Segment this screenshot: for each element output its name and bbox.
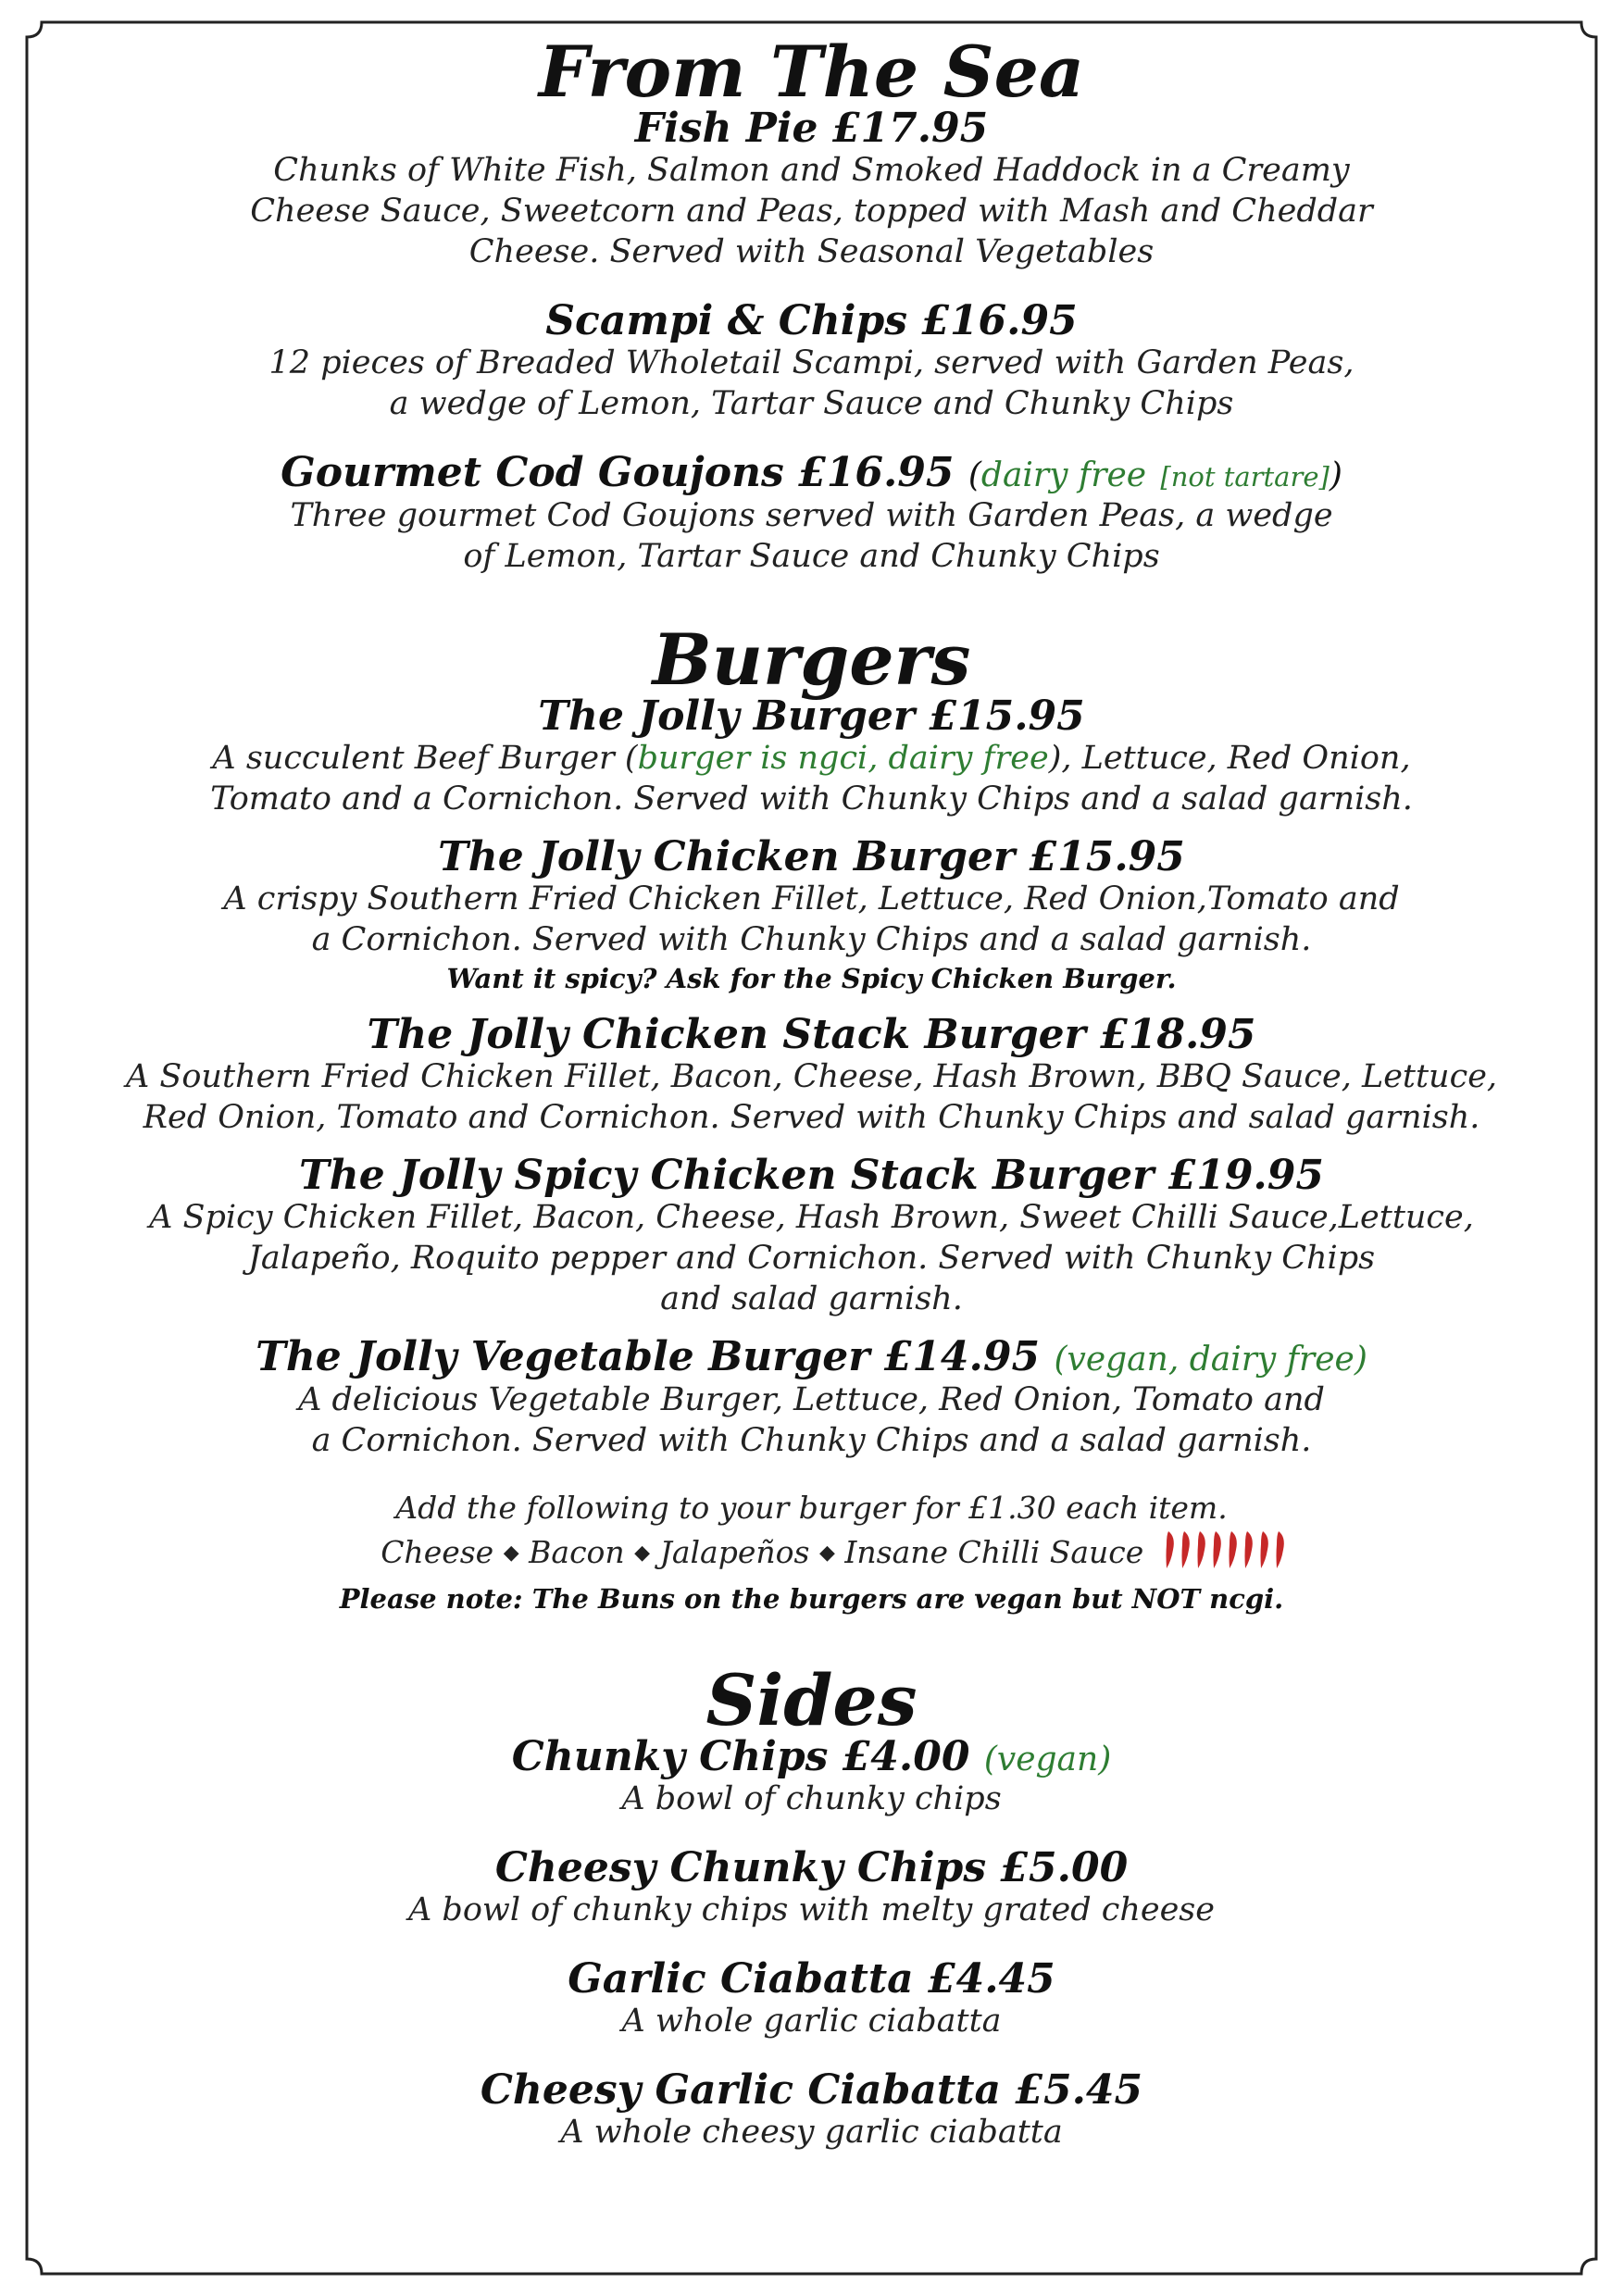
menu-page [56, 31, 1567, 2152]
item-name: Scampi & Chips £16.95 [545, 297, 1078, 345]
item-desc-line: and salad garnish. [660, 1280, 963, 1318]
menu-item-cheesy-garlic-ciabatta [56, 2066, 1567, 2152]
chilli-icon [1166, 1531, 1173, 1568]
item-desc-line: Three gourmet Cod Goujons served with Garden Peas, a wedge [290, 496, 1333, 534]
diet-close: ) [1329, 456, 1342, 495]
item-desc-line: A whole garlic ciabatta [621, 2003, 1002, 2040]
item-name: Garlic Ciabatta £4.45 [568, 1954, 1055, 2003]
item-name: Fish Pie £17.95 [634, 105, 989, 152]
item-name-row [56, 449, 1567, 497]
menu-item-chunky-chips [56, 1732, 1567, 1819]
diet-open: ( [968, 456, 981, 495]
addon-cheese: Cheese [381, 1533, 494, 1570]
addons-options [56, 1528, 1567, 1573]
menu-item-scampi [56, 297, 1567, 424]
diet-note: [not tartare] [1160, 461, 1330, 493]
menu-item-spicy-stack-burger [56, 1154, 1567, 1319]
diamond-separator-icon: ◆ [634, 1541, 651, 1565]
item-desc-line: Chunks of White Fish, Salmon and Smoked Haddock in a Creamy [273, 152, 1350, 190]
item-desc-line: A Spicy Chicken Fillet, Bacon, Cheese, Hash Brown, Sweet Chilli Sauce,Lettuce, [149, 1199, 1474, 1237]
item-desc-line: A whole cheesy garlic ciabatta [560, 2114, 1063, 2152]
menu-item-fish-pie [56, 107, 1567, 272]
item-desc-line: A Southern Fried Chicken Fillet, Bacon, Cheese, Hash Brown, BBQ Sauce, Lettuce, [125, 1058, 1498, 1096]
menu-item-cod-goujons [56, 449, 1567, 576]
item-desc-line: A succulent Beef Burger (burger is ngci, dairy free), Lettuce, Red Onion, [212, 739, 1411, 777]
item-desc-line: a Cornichon. Served with Chunky Chips and a salad garnish. [311, 1421, 1312, 1459]
chilli-icon [1244, 1531, 1252, 1568]
section-title-burgers: Burgers [652, 618, 971, 701]
chilli-icon [1197, 1531, 1205, 1568]
item-desc-line: Jalapeño, Roquito pepper and Cornichon. Served with Chunky Chips [247, 1240, 1376, 1278]
chilli-icons [1159, 1528, 1298, 1570]
item-desc-line: 12 pieces of Breaded Wholetail Scampi, served with Garden Peas, [268, 344, 1355, 382]
chilli-icon [1181, 1531, 1189, 1568]
item-name: The Jolly Chicken Stack Burger £18.95 [367, 1010, 1256, 1058]
item-name: The Jolly Chicken Burger £15.95 [438, 832, 1185, 880]
item-name: Cheesy Garlic Ciabatta £5.45 [480, 2066, 1143, 2115]
menu-item-chicken-burger [56, 832, 1567, 997]
menu-item-cheesy-chips [56, 1843, 1567, 1930]
diamond-separator-icon: ◆ [818, 1541, 835, 1565]
item-name: Gourmet Cod Goujons £16.95 [281, 449, 955, 497]
addon-insane-chilli: Insane Chilli Sauce [844, 1533, 1144, 1570]
menu-item-vegetable-burger [56, 1333, 1567, 1460]
item-desc-line: A delicious Vegetable Burger, Lettuce, Red Onion, Tomato and [298, 1380, 1325, 1418]
item-name: The Jolly Spicy Chicken Stack Burger £19.95 [299, 1152, 1324, 1200]
item-desc-line: of Lemon, Tartar Sauce and Chunky Chips [463, 537, 1160, 575]
diet-tag: dairy free [980, 456, 1147, 495]
item-name: Cheesy Chunky Chips £5.00 [494, 1843, 1129, 1891]
diet-tag: (vegan) [983, 1740, 1112, 1778]
menu-item-chicken-stack-burger [56, 1010, 1567, 1138]
addon-jalapenos: Jalapeños [659, 1533, 810, 1570]
chilli-icon [1276, 1531, 1283, 1568]
addon-bacon: Bacon [529, 1533, 625, 1570]
section-title-sides: Sides [705, 1658, 918, 1741]
item-desc-line: a Cornichon. Served with Chunky Chips and a salad garnish. [311, 920, 1312, 958]
menu-item-garlic-ciabatta [56, 1954, 1567, 2041]
section-title-sea: From The Sea [538, 31, 1085, 113]
chilli-icon [1260, 1531, 1267, 1568]
item-desc-line: Tomato and a Cornichon. Served with Chunky Chips and a salad garnish. [210, 780, 1413, 817]
item-desc-line: A bowl of chunky chips with melty grated cheese [408, 1890, 1215, 1928]
diet-tag: (vegan, dairy free) [1054, 1341, 1367, 1379]
addons-intro: Add the following to your burger for £1.30 each item. [395, 1489, 1228, 1526]
item-name: The Jolly Vegetable Burger £14.95 [256, 1333, 1041, 1381]
chilli-icon [1213, 1531, 1220, 1568]
item-desc-line: a wedge of Lemon, Tartar Sauce and Chunky Chips [389, 385, 1234, 423]
item-desc-line: A bowl of chunky chips [621, 1779, 1002, 1817]
menu-item-jolly-burger [56, 692, 1567, 819]
item-name-row [56, 1333, 1567, 1381]
diamond-separator-icon: ◆ [503, 1541, 519, 1565]
item-desc-line: Cheese Sauce, Sweetcorn and Peas, topped with Mash and Cheddar [250, 193, 1373, 231]
item-desc-line: Red Onion, Tomato and Cornichon. Served with Chunky Chips and salad garnish. [143, 1099, 1480, 1137]
item-desc-line: A crispy Southern Fried Chicken Fillet, Lettuce, Red Onion,Tomato and [223, 880, 1400, 917]
item-desc-line: Cheese. Served with Seasonal Vegetables [468, 233, 1155, 271]
burger-addons [56, 1489, 1567, 1617]
buns-note: Please note: The Buns on the burgers are vegan but NOT ncgi. [339, 1582, 1284, 1615]
chilli-icon [1229, 1531, 1236, 1568]
item-name-row [56, 1732, 1567, 1780]
diet-tag: burger is ngci, dairy free [637, 739, 1049, 777]
item-name: The Jolly Burger £15.95 [538, 692, 1085, 740]
spicy-note: Want it spicy? Ask for the Spicy Chicken Burger. [446, 962, 1177, 994]
item-name: Chunky Chips £4.00 [511, 1732, 970, 1780]
